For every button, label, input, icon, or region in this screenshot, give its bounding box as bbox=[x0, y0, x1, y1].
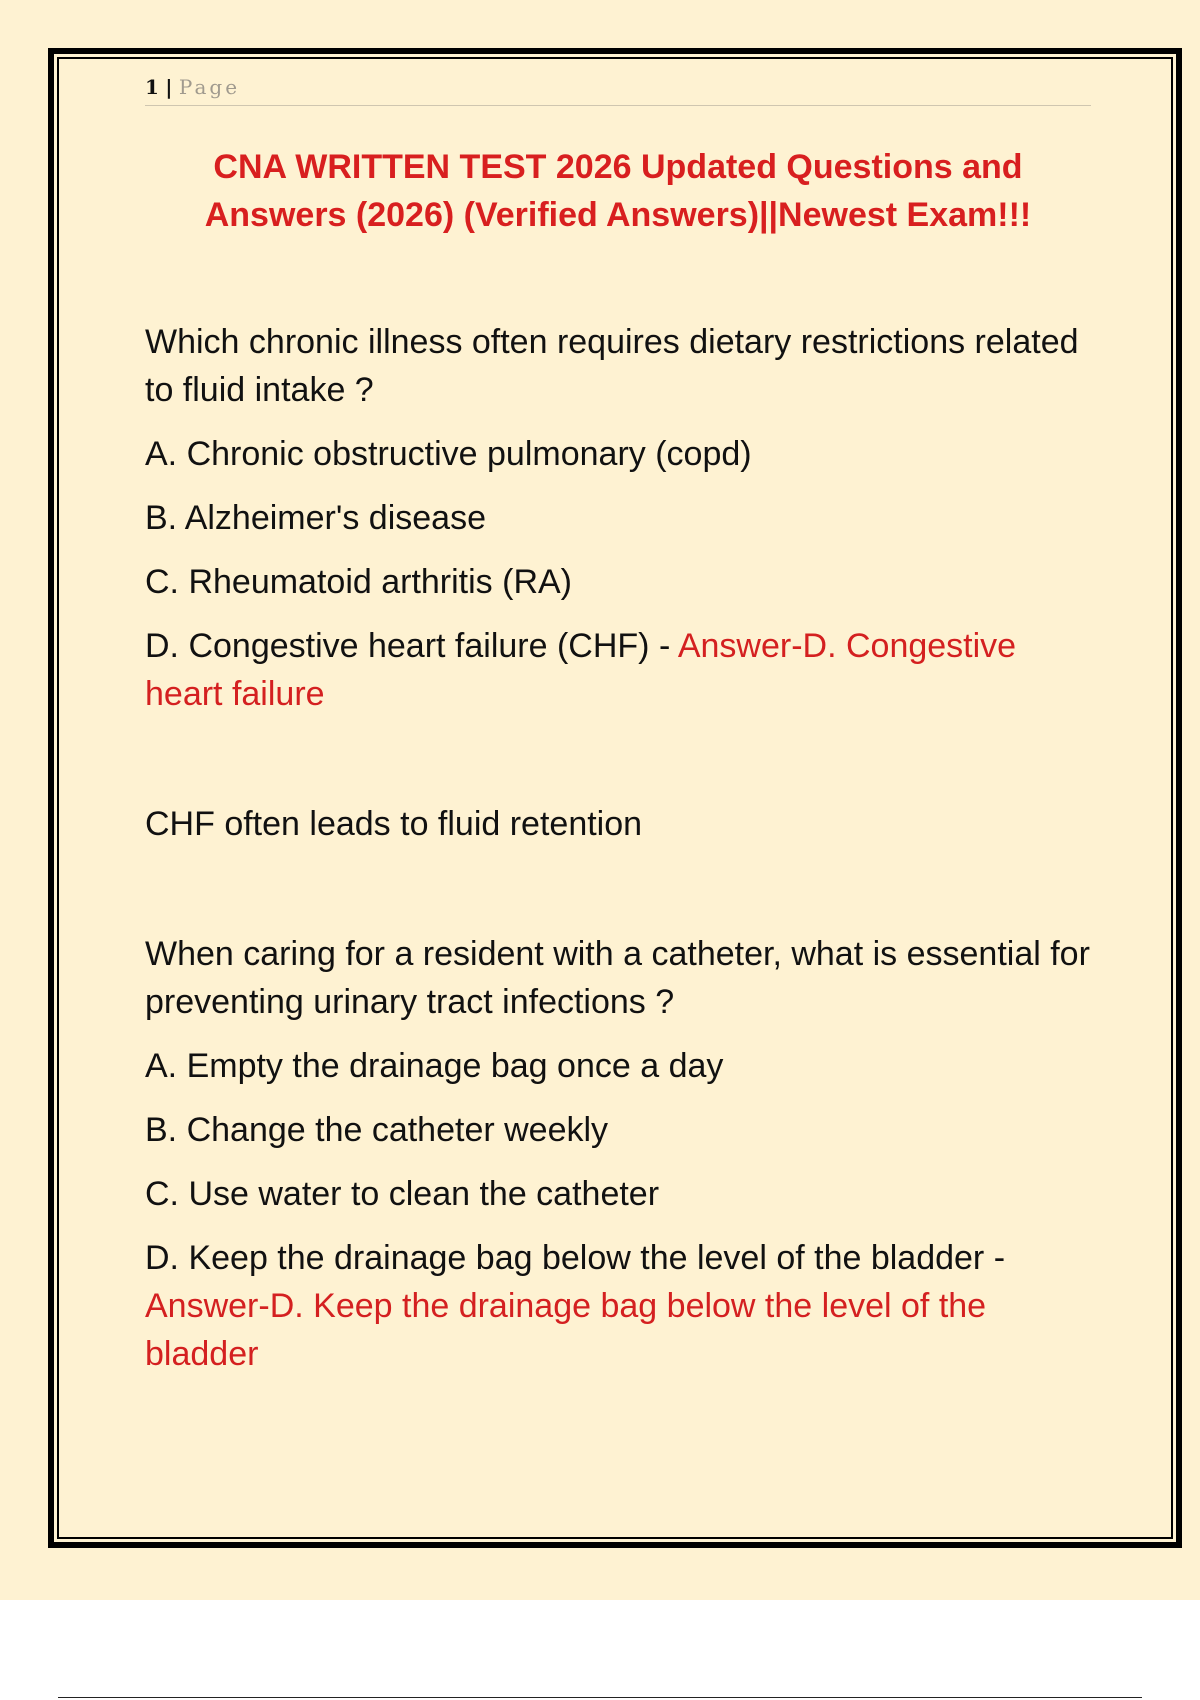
answer-text: Answer-D. Keep the drainage bag below the level of the bladder bbox=[145, 1287, 987, 1373]
rationale-text: CHF often leads to fluid retention bbox=[145, 805, 643, 843]
question-text: When caring for a resident with a catheter, what is essential for preventing urinary tract infections ? bbox=[145, 935, 1090, 1021]
page-header bbox=[145, 74, 1091, 106]
page-number: 1 bbox=[145, 75, 159, 99]
page-separator: | bbox=[165, 75, 173, 99]
option-d bbox=[145, 622, 1091, 718]
question-text: Which chronic illness often requires dietary restrictions related to fluid intake ? bbox=[145, 323, 1079, 409]
answer-text: Answer-D. Congestive heart failure bbox=[145, 627, 1017, 713]
footer-divider bbox=[58, 1697, 1142, 1698]
option-a: A. Chronic obstructive pulmonary (copd) bbox=[145, 435, 752, 473]
option-b: B. Change the catheter weekly bbox=[145, 1111, 609, 1149]
option-a: A. Empty the drainage bag once a day bbox=[145, 1047, 724, 1085]
question-content bbox=[145, 318, 1091, 1378]
option-c: C. Use water to clean the catheter bbox=[145, 1175, 660, 1213]
option-c: C. Rheumatoid arthritis (RA) bbox=[145, 563, 573, 601]
page-label: Page bbox=[178, 75, 241, 99]
option-d-text: D. Keep the drainage bag below the level of the bladder - bbox=[145, 1239, 1006, 1277]
option-d bbox=[145, 1234, 1091, 1378]
option-d-text: D. Congestive heart failure (CHF) - bbox=[145, 627, 678, 665]
document-title: CNA WRITTEN TEST 2026 Updated Questions and Answers (2026) (Verified Answers)||Newest Exam!!! bbox=[204, 148, 1032, 234]
question-block bbox=[145, 318, 1091, 718]
option-b: B. Alzheimer's disease bbox=[145, 499, 486, 537]
question-block bbox=[145, 930, 1091, 1378]
